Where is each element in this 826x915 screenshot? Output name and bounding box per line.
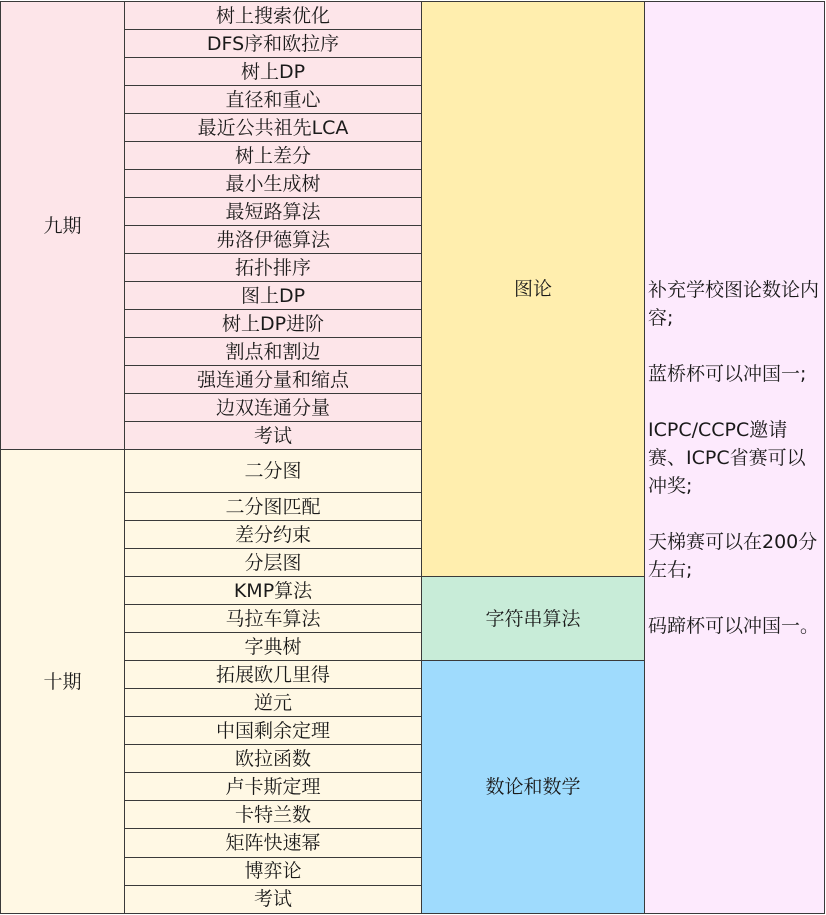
topic-cell[interactable]: 欧拉函数 — [125, 745, 422, 773]
category-graph-theory[interactable]: 图论 — [422, 2, 645, 577]
topic-cell[interactable]: DFS序和欧拉序 — [125, 30, 422, 58]
topic-cell[interactable]: 树上DP进阶 — [125, 310, 422, 338]
topic-cell[interactable]: 矩阵快速幂 — [125, 829, 422, 857]
topic-cell[interactable]: 拓展欧几里得 — [125, 661, 422, 689]
category-string-algorithms[interactable]: 字符串算法 — [422, 577, 645, 661]
topic-cell[interactable]: 马拉车算法 — [125, 605, 422, 633]
topic-cell[interactable]: 卢卡斯定理 — [125, 773, 422, 801]
topic-cell[interactable]: 考试 — [125, 422, 422, 450]
notes-cell[interactable] — [645, 2, 825, 914]
topic-cell[interactable]: 分层图 — [125, 549, 422, 577]
topic-cell[interactable]: 考试 — [125, 885, 422, 913]
note-line: 补充学校图论数论内容; — [648, 278, 820, 329]
topic-cell[interactable]: 卡特兰数 — [125, 801, 422, 829]
period-ninth[interactable]: 九期 — [1, 2, 125, 450]
topic-cell[interactable]: 树上DP — [125, 58, 422, 86]
topic-cell[interactable]: 拓扑排序 — [125, 254, 422, 282]
note-line: 天梯赛可以在200分左右; — [648, 530, 818, 581]
topic-cell[interactable]: KMP算法 — [125, 577, 422, 605]
topic-cell[interactable]: 割点和割边 — [125, 338, 422, 366]
note-line: 蓝桥杯可以冲国一; — [648, 362, 807, 385]
topic-cell[interactable]: 弗洛伊德算法 — [125, 226, 422, 254]
topic-cell[interactable]: 二分图 — [125, 450, 422, 493]
topic-cell[interactable]: 树上搜索优化 — [125, 2, 422, 30]
category-number-theory[interactable]: 数论和数学 — [422, 661, 645, 914]
note-line: 码蹄杯可以冲国一。 — [648, 614, 820, 637]
topic-cell[interactable]: 中国剩余定理 — [125, 717, 422, 745]
curriculum-table — [0, 1, 825, 914]
topic-cell[interactable]: 最短路算法 — [125, 198, 422, 226]
topic-cell[interactable]: 边双连通分量 — [125, 394, 422, 422]
topic-cell[interactable]: 字典树 — [125, 633, 422, 661]
topic-cell[interactable]: 差分约束 — [125, 521, 422, 549]
topic-cell[interactable]: 直径和重心 — [125, 86, 422, 114]
note-line: ICPC/CCPC邀请赛、ICPC省赛可以冲奖; — [648, 418, 806, 497]
topic-cell[interactable]: 二分图匹配 — [125, 493, 422, 521]
topic-cell[interactable]: 最近公共祖先LCA — [125, 114, 422, 142]
topic-cell[interactable]: 最小生成树 — [125, 170, 422, 198]
topic-cell[interactable]: 图上DP — [125, 282, 422, 310]
period-tenth[interactable]: 十期 — [1, 450, 125, 914]
topic-cell[interactable]: 树上差分 — [125, 142, 422, 170]
topic-cell[interactable]: 逆元 — [125, 689, 422, 717]
topic-cell[interactable]: 强连通分量和缩点 — [125, 366, 422, 394]
topic-cell[interactable]: 博弈论 — [125, 857, 422, 885]
